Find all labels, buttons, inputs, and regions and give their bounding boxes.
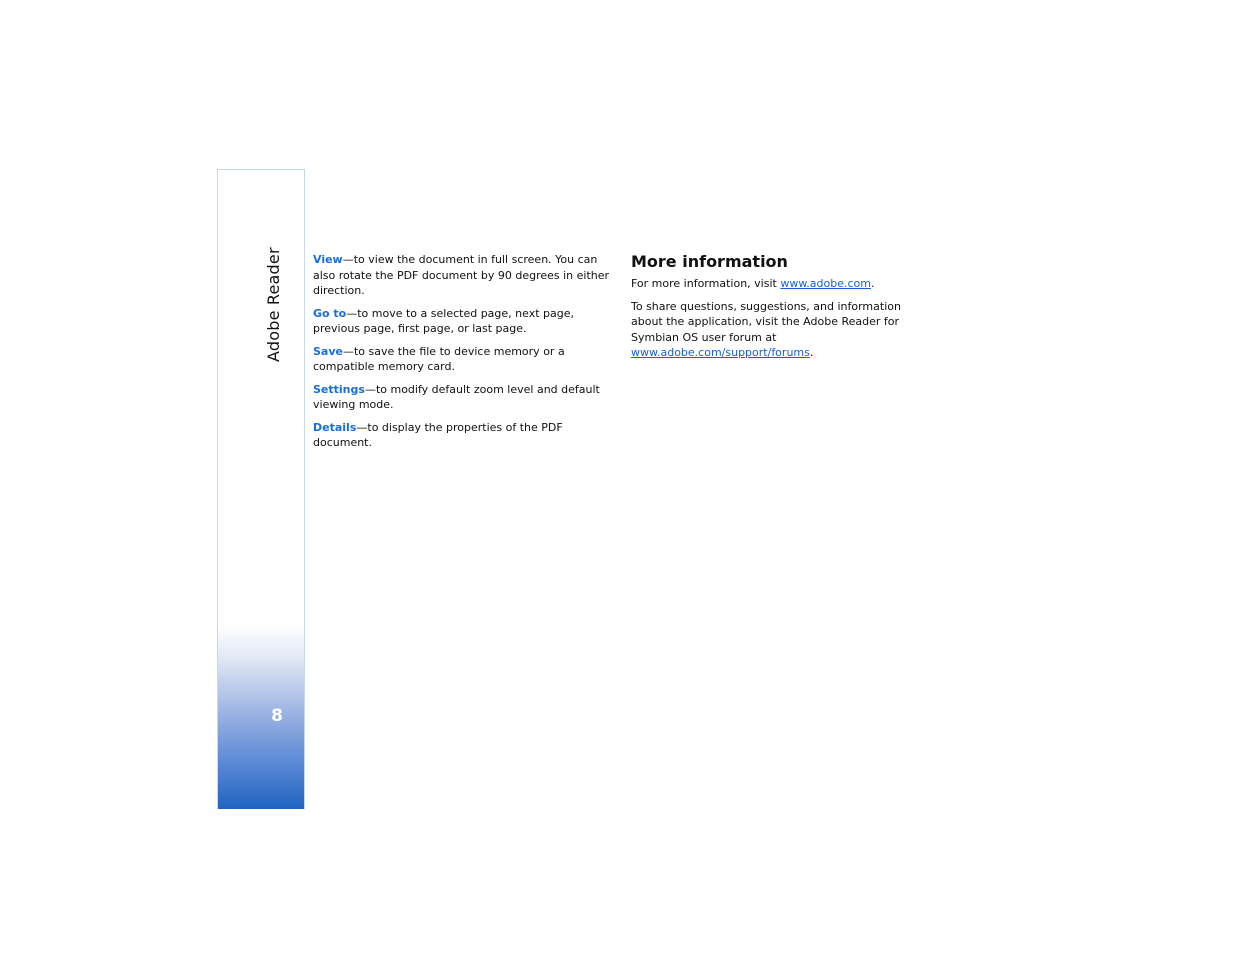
option-description: —to modify default zoom level and default viewing mode. [313, 382, 600, 411]
paragraph-text: . [871, 277, 875, 290]
option-term: Settings [313, 382, 365, 396]
option-description: —to display the properties of the PDF document. [313, 420, 563, 449]
more-information-section [631, 252, 936, 368]
page-number: 8 [271, 706, 283, 726]
option-settings [313, 382, 619, 413]
option-description: —to move to a selected page, next page, previous page, first page, or last page. [313, 306, 575, 335]
forums-link[interactable]: www.adobe.com/support/forums [631, 346, 810, 359]
options-list [313, 252, 619, 458]
option-term: Save [313, 344, 343, 358]
option-view [313, 252, 619, 299]
option-save [313, 344, 619, 375]
option-term: View [313, 253, 343, 266]
section-heading: More information [631, 252, 788, 271]
option-description: —to save the file to device memory or a compatible memory card. [313, 344, 565, 373]
option-go-to [313, 306, 619, 337]
adobe-link[interactable]: www.adobe.com [780, 277, 871, 290]
paragraph-text: For more information, visit [631, 277, 781, 290]
paragraph-text: . [809, 346, 814, 359]
section-title: Adobe Reader [264, 247, 283, 362]
option-term: Go to [313, 306, 347, 320]
option-details [313, 420, 619, 451]
paragraph-text: To share questions, suggestions, and information about the application, visit the Adobe Reader for Symbian OS user forum at [631, 299, 901, 344]
option-term: Details [313, 420, 357, 434]
option-description: —to view the document in full screen. You can also rotate the PDF document by 90 degrees in either direction. [313, 253, 610, 297]
more-info-paragraph [631, 276, 936, 292]
forum-paragraph [631, 299, 936, 361]
